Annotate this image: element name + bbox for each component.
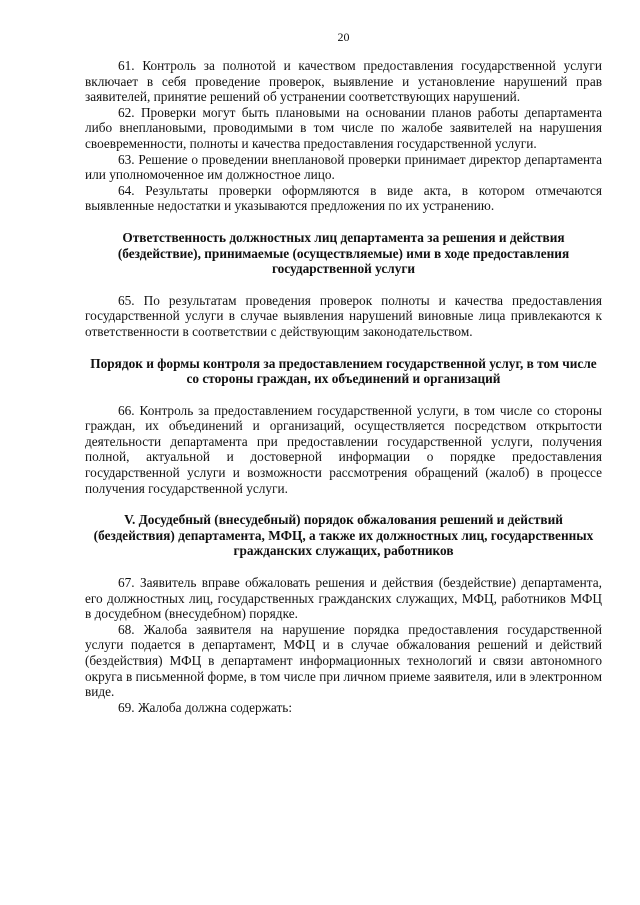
heading-section-v: V. Досудебный (внесудебный) порядок обжалования решений и действий (бездействия) департамента, МФЦ, а также их должностных лиц, государственных гражданских служащих, работников	[93, 512, 594, 559]
paragraph-61: 61. Контроль за полнотой и качеством предоставления государственной услуги включает в себя проведение проверок, выявление и установление нарушений прав заявителей, принятие решений об устранении соответствующих нарушений.	[85, 58, 602, 105]
paragraph-67: 67. Заявитель вправе обжаловать решения и действия (бездействие) департамента, его должностных лиц, государственных гражданских служащих, МФЦ, работников МФЦ в досудебном (внесудебном) порядке.	[85, 575, 602, 622]
spacer	[85, 496, 602, 512]
paragraph-68: 68. Жалоба заявителя на нарушение порядка предоставления государственной услуги подается в департамент, МФЦ и в случае обжалования решений и действий (бездействия) МФЦ в департамент информационных технологий и связи автономного округа в письменной форме, в том числе при личном приеме заявителя, или в электронном виде.	[85, 621, 602, 700]
paragraph-69: 69. Жалоба должна содержать:	[118, 699, 293, 715]
spacer	[85, 277, 602, 293]
heading-control-forms: Порядок и формы контроля за предоставлением государственной услуг, в том числе со стороны граждан, их объединений и организаций	[90, 355, 597, 387]
paragraph-66: 66. Контроль за предоставлением государственной услуги, в том числе со стороны граждан, их объединений и организаций, осуществляется посредством открытости деятельности департамента при предоставлении государственной услуги, получения полной, актуальной и достоверной информации о порядке предоставления государственной услуги и возможности рассмотрения обращений (жалоб) в процессе получения государственной услуги.	[85, 402, 602, 496]
spacer	[85, 214, 602, 230]
page-number: 20	[337, 30, 350, 44]
paragraph-65: 65. По результатам проведения проверок полноты и качества предоставления государственной услуги в случае выявления нарушений виновные лица привлекаются к ответственности в соответствии с действующим законодательством.	[85, 292, 602, 339]
paragraph-63: 63. Решение о проведении внеплановой проверки принимает директор департамента или уполномоченное им должностное лицо.	[85, 151, 602, 183]
spacer	[85, 559, 602, 575]
paragraph-64: 64. Результаты проверки оформляются в виде акта, в котором отмечаются выявленные недостатки и указываются предложения по их устранению.	[85, 182, 602, 214]
spacer	[85, 340, 602, 356]
heading-responsibility: Ответственность должностных лиц департамента за решения и действия (бездействие), принимаемые (осуществляемые) ими в ходе предоставления государственной услуги	[117, 229, 570, 277]
paragraph-62: 62. Проверки могут быть плановыми на основании планов работы департамента либо внеплановыми, проводимыми в том числе по жалобе заявителей на нарушения своевременности, полноты и качества предоставления государственной услуги.	[85, 104, 602, 151]
spacer	[85, 387, 602, 403]
